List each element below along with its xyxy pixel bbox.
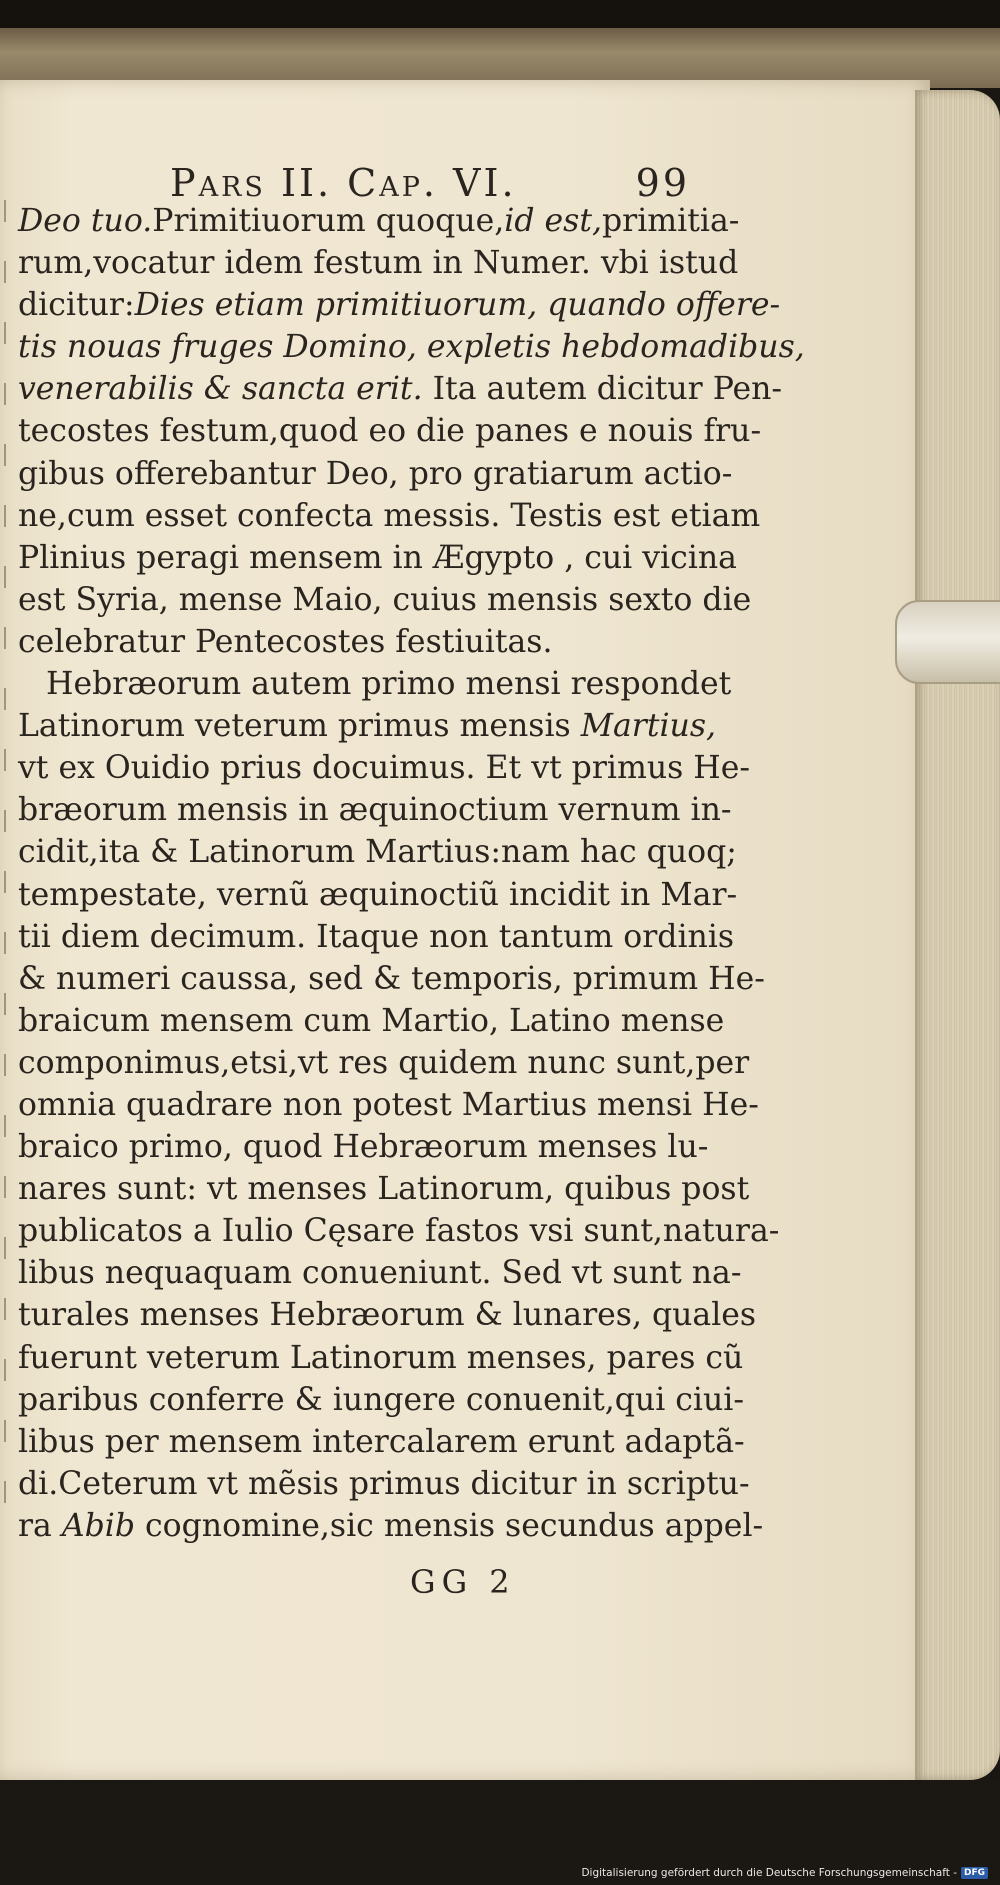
signature-mark: GG 2 xyxy=(410,1563,516,1601)
gutter-mark xyxy=(4,200,6,222)
text-line xyxy=(18,663,732,705)
text-line xyxy=(18,1210,780,1252)
text-line xyxy=(18,789,732,831)
text-line xyxy=(18,200,740,242)
gutter-mark xyxy=(4,1115,6,1137)
gutter-mark xyxy=(4,1481,6,1503)
italic-text: tis nouas fruges Domino, expletis hebdomadibus, xyxy=(18,329,805,366)
roman-text: Ita autem dicitur Pen- xyxy=(422,371,783,408)
running-head: Pars II. Cap. VI. xyxy=(170,161,517,205)
roman-text: paribus conferre & iungere conuenit,qui ciui- xyxy=(18,1381,745,1418)
roman-text: tempestate, vernũ æquinoctiũ incidit in Mar- xyxy=(18,876,738,913)
page-number: 99 xyxy=(635,161,690,205)
roman-text: bræorum mensis in æquinoctium vernum in- xyxy=(18,792,732,829)
roman-text: Latinorum veterum primus mensis xyxy=(18,708,581,745)
text-line xyxy=(18,242,739,284)
gutter-mark xyxy=(4,1359,6,1381)
roman-text: celebratur Pentecostes festiuitas. xyxy=(18,623,553,660)
text-line xyxy=(18,1337,744,1379)
text-line xyxy=(18,495,761,537)
gutter-mark xyxy=(4,1176,6,1198)
text-line xyxy=(18,453,733,495)
gutter-mark xyxy=(4,383,6,405)
text-line xyxy=(18,579,752,621)
text-line xyxy=(18,621,708,663)
text-line xyxy=(18,1042,750,1084)
book-top-edge xyxy=(0,28,1000,88)
text-line xyxy=(18,916,735,958)
text-line xyxy=(18,1505,764,1547)
body-text xyxy=(18,200,805,1547)
digitization-credit xyxy=(581,1867,988,1879)
roman-text: gibus offerebantur Deo, pro gratiarum actio- xyxy=(18,455,733,492)
dfg-logo: DFG xyxy=(961,1867,988,1879)
roman-text: publicatos a Iulio Cęsare fastos vsi sunt,natura- xyxy=(18,1213,780,1250)
roman-text: Plinius peragi mensem in Ægypto , cui vicina xyxy=(18,539,737,576)
roman-text: primitia- xyxy=(602,203,740,239)
roman-text: componimus,etsi,vt res quidem nunc sunt,per xyxy=(18,1044,750,1081)
roman-text: nares sunt: vt menses Latinorum, quibus post xyxy=(18,1171,750,1208)
book-fore-edge xyxy=(915,90,1000,1780)
gutter-mark xyxy=(4,932,6,954)
text-line xyxy=(18,284,781,326)
text-line xyxy=(18,1421,745,1463)
gutter-mark xyxy=(4,505,6,527)
gutter-mark xyxy=(4,688,6,710)
roman-text: dicitur: xyxy=(18,287,135,324)
roman-text: di.Ceterum vt mẽsis primus dicitur in scriptu- xyxy=(18,1465,750,1502)
gutter-mark xyxy=(4,810,6,832)
roman-text: & numeri caussa, sed & temporis, primum He- xyxy=(18,960,765,997)
gutter-mark xyxy=(4,566,6,588)
roman-text: fuerunt veterum Latinorum menses, pares cũ xyxy=(18,1339,744,1376)
italic-text: Dies etiam primitiuorum, quando offere- xyxy=(134,287,781,324)
roman-text: Primitiuorum quoque, xyxy=(152,203,505,239)
text-line xyxy=(18,1000,725,1042)
credit-text: Digitalisierung gefördert durch die Deutsche Forschungsgemeinschaft - xyxy=(581,1867,957,1879)
roman-text: est Syria, mense Maio, cuius mensis sexto die xyxy=(18,581,752,618)
roman-text: tii diem decimum. Itaque non tantum ordinis xyxy=(18,918,735,955)
text-line xyxy=(18,1294,757,1336)
italic-text: Abib xyxy=(61,1507,136,1544)
roman-text: Hebræorum autem primo mensi respondet xyxy=(46,666,732,703)
gutter-mark xyxy=(4,1420,6,1442)
italic-text: id est, xyxy=(504,203,602,239)
gutter-mark xyxy=(4,444,6,466)
roman-text: ne,cum esset confecta messis. Testis est etiam xyxy=(18,497,761,534)
text-line xyxy=(18,747,751,789)
roman-text: braico primo, quod Hebræorum menses lu- xyxy=(18,1129,709,1166)
gutter-mark xyxy=(4,993,6,1015)
gutter-mark xyxy=(4,627,6,649)
text-line xyxy=(18,705,717,747)
gutter-mark xyxy=(4,871,6,893)
roman-text: libus per mensem intercalarem erunt adaptã- xyxy=(18,1423,745,1460)
text-line xyxy=(18,368,783,410)
text-line xyxy=(18,831,737,873)
text-line xyxy=(18,410,762,452)
gutter-mark xyxy=(4,1054,6,1076)
text-line xyxy=(18,1126,708,1168)
italic-text: Martius, xyxy=(580,708,717,745)
text-line xyxy=(18,1463,750,1505)
text-line xyxy=(18,1168,750,1210)
text-line xyxy=(18,326,805,368)
text-line xyxy=(18,874,738,916)
roman-text: libus nequaquam conueniunt. Sed vt sunt na- xyxy=(18,1255,742,1292)
roman-text: omnia quadrare non potest Martius mensi He- xyxy=(18,1086,759,1123)
roman-text: braicum mensem cum Martio, Latino mense xyxy=(18,1002,725,1039)
roman-text: tecostes festum,quod eo die panes e nouis fru- xyxy=(18,413,762,450)
text-line xyxy=(18,537,737,579)
roman-text: cognomine,sic mensis secundus appel- xyxy=(135,1507,764,1544)
roman-text: vt ex Ouidio prius docuimus. Et vt primus He- xyxy=(18,750,751,787)
roman-text: turales menses Hebræorum & lunares, quales xyxy=(18,1297,757,1334)
roman-text: ra xyxy=(18,1507,62,1544)
roman-text: cidit,ita & Latinorum Martius:nam hac quoq; xyxy=(18,834,737,871)
text-line xyxy=(18,1379,745,1421)
gutter-mark xyxy=(4,261,6,283)
gutter-mark xyxy=(4,1298,6,1320)
page-clasp xyxy=(895,600,1000,684)
italic-text: Deo tuo. xyxy=(18,203,153,239)
italic-text: venerabilis & sancta erit. xyxy=(18,371,423,408)
text-line xyxy=(18,958,765,1000)
gutter-marks xyxy=(0,190,14,1540)
text-line xyxy=(18,1084,759,1126)
gutter-mark xyxy=(4,322,6,344)
roman-text: rum,vocatur idem festum in Numer. vbi istud xyxy=(18,245,739,282)
text-line xyxy=(18,1252,742,1294)
gutter-mark xyxy=(4,1237,6,1259)
gutter-mark xyxy=(4,749,6,771)
